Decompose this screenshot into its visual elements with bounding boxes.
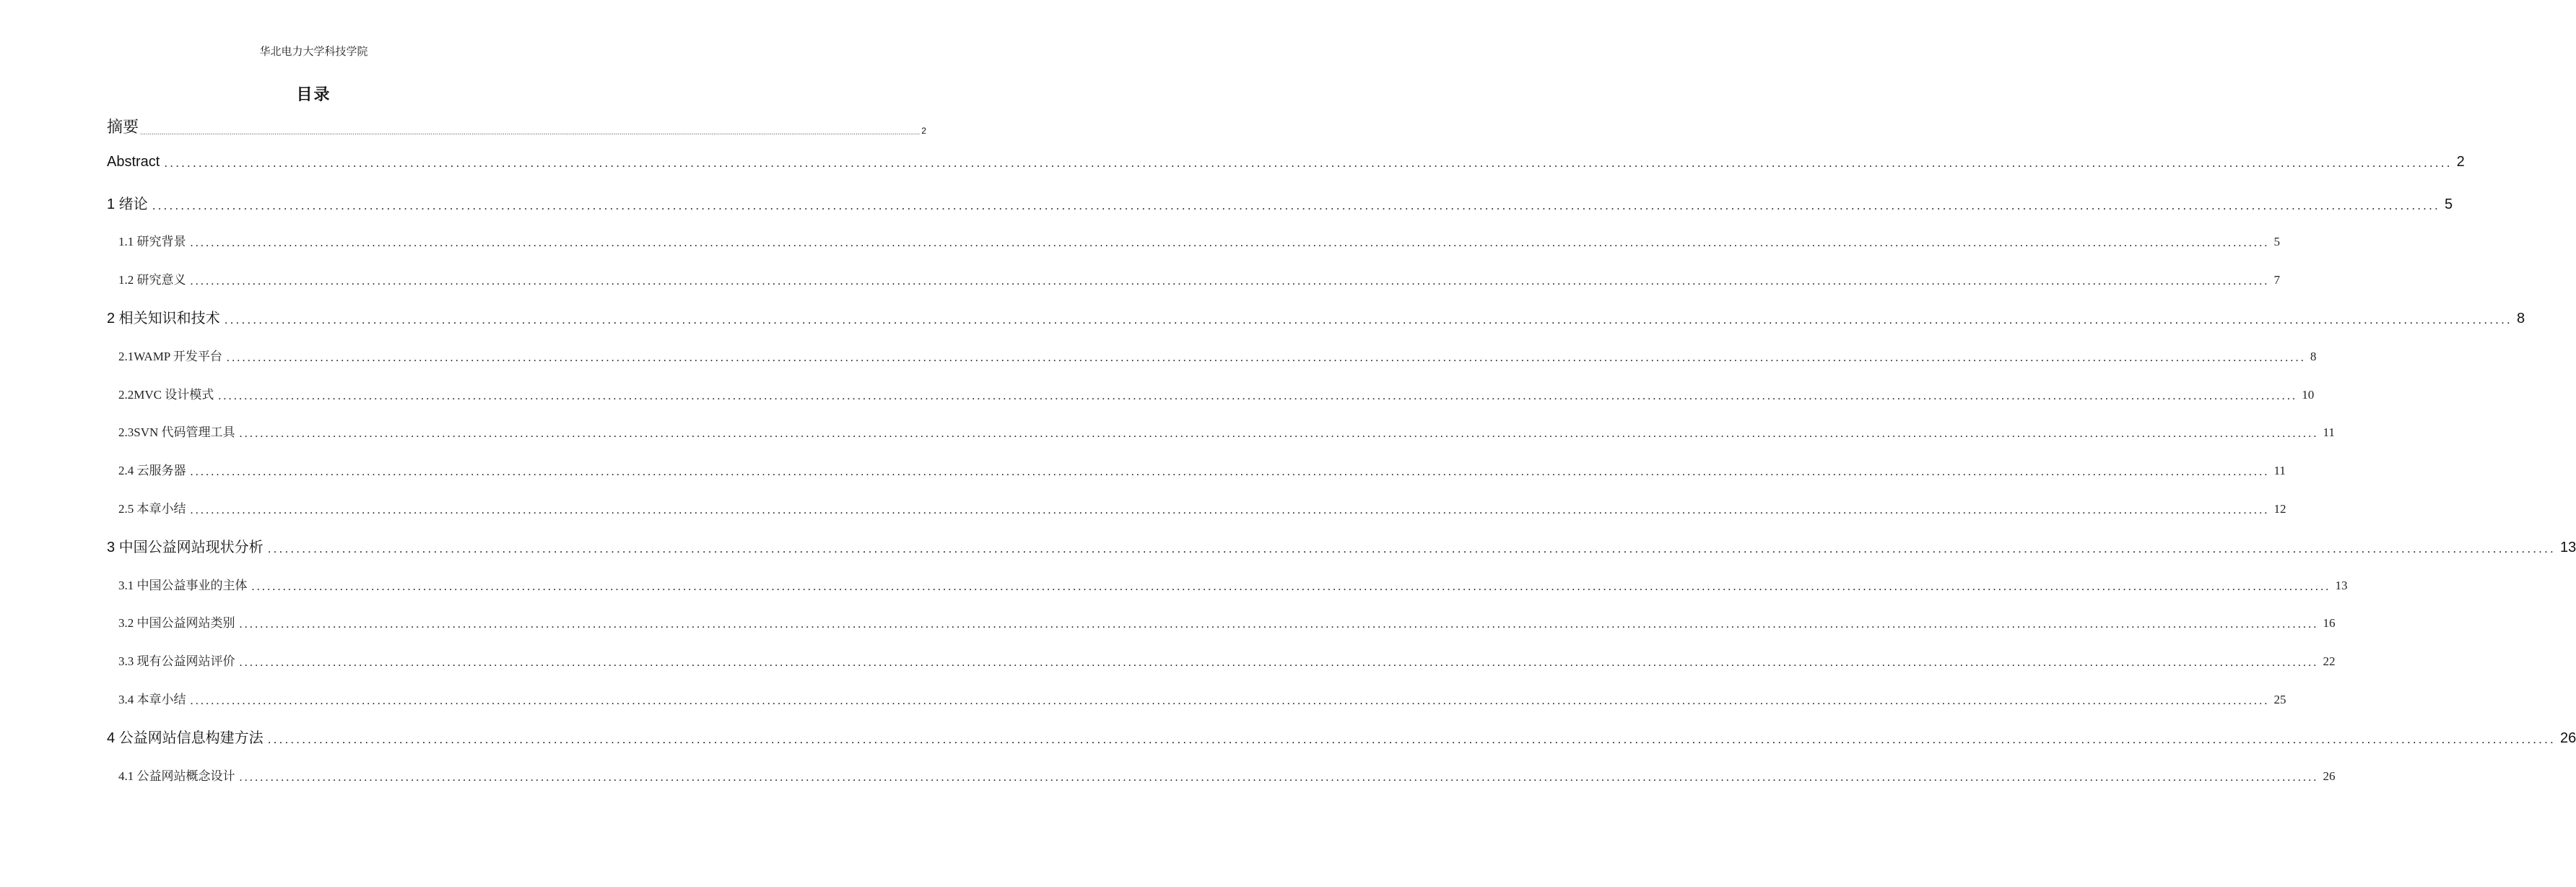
toc-entry-label: 2.1WAMP 开发平台 <box>118 350 222 363</box>
toc-entry-page: 25 <box>2273 693 2286 706</box>
toc-entry-page: 2 <box>921 126 926 136</box>
page-title: 目录 <box>296 85 331 103</box>
toc-entry[interactable] <box>118 460 2286 478</box>
toc-entry-page: 16 <box>2323 616 2336 630</box>
toc-entry-label: 3.1 中国公益事业的主体 <box>118 579 248 592</box>
toc-entry-label: 1 绪论 <box>107 196 148 212</box>
toc-leader-dots: ................................................................................................................................................................................................................................................................................................................................................................................................................ <box>190 695 2270 707</box>
toc-leader-dots: ................................................................................................................................................................................................................................................................................................................................................................................................................ <box>140 129 921 136</box>
toc-entry-label: 1.1 研究背景 <box>118 235 186 248</box>
toc-entry-page: 7 <box>2273 273 2280 287</box>
toc-leader-dots: ................................................................................................................................................................................................................................................................................................................................................................................................................ <box>267 732 2556 746</box>
toc-entry-label: 3 中国公益网站现状分析 <box>107 540 264 555</box>
toc-entry[interactable] <box>107 306 2525 327</box>
toc-leader-dots: ................................................................................................................................................................................................................................................................................................................................................................................................................ <box>190 504 2270 516</box>
toc-leader-dots: ................................................................................................................................................................................................................................................................................................................................................................................................................ <box>239 428 2319 440</box>
toc-entry-page: 22 <box>2323 654 2336 668</box>
toc-entry-page: 11 <box>2323 425 2335 439</box>
toc-entry-label: 摘要 <box>107 118 139 136</box>
toc-entry-label: Abstract <box>107 154 160 170</box>
toc-entry[interactable] <box>118 689 2286 707</box>
toc-entry[interactable] <box>118 766 2336 784</box>
toc-leader-dots: ................................................................................................................................................................................................................................................................................................................................................................................................................ <box>164 156 2453 170</box>
toc-entry-page: 8 <box>2516 311 2525 326</box>
toc-leader-dots: ................................................................................................................................................................................................................................................................................................................................................................................................................ <box>224 313 2512 326</box>
toc-entry[interactable] <box>107 726 2576 747</box>
toc-entry[interactable] <box>107 535 2576 556</box>
toc-entry-label: 2.5 本章小结 <box>118 502 186 516</box>
toc-entry-label: 4.1 公益网站概念设计 <box>118 769 235 783</box>
toc-entry[interactable] <box>118 613 2336 631</box>
toc-entry-page: 8 <box>2310 350 2317 363</box>
toc-entry[interactable] <box>118 346 2317 364</box>
toc-entry[interactable] <box>118 422 2335 440</box>
toc-entry-page: 12 <box>2273 502 2286 516</box>
toc-entry-label: 3.4 本章小结 <box>118 693 186 706</box>
toc-entry[interactable] <box>107 154 2465 170</box>
toc-entry-label: 1.2 研究意义 <box>118 273 186 287</box>
toc-leader-dots: ................................................................................................................................................................................................................................................................................................................................................................................................................ <box>251 581 2331 593</box>
page-header: 华北电力大学科技学院 <box>259 46 368 58</box>
toc-entry-label: 3.3 现有公益网站评价 <box>118 654 235 668</box>
toc-leader-dots: ................................................................................................................................................................................................................................................................................................................................................................................................................ <box>152 199 2440 212</box>
toc-leader-dots: ................................................................................................................................................................................................................................................................................................................................................................................................................ <box>190 237 2270 249</box>
toc-entry[interactable] <box>118 384 2315 402</box>
toc-entry-label: 3.2 中国公益网站类别 <box>118 616 235 630</box>
toc-entry[interactable] <box>118 575 2348 593</box>
toc-leader-dots: ................................................................................................................................................................................................................................................................................................................................................................................................................ <box>190 275 2270 287</box>
toc-entry-label: 2.2MVC 设计模式 <box>118 388 214 402</box>
toc-entry-page: 26 <box>2559 730 2576 746</box>
toc-leader-dots: ................................................................................................................................................................................................................................................................................................................................................................................................................ <box>239 618 2319 631</box>
toc-entry-page: 13 <box>2335 579 2348 592</box>
toc-entry-label: 2.4 云服务器 <box>118 464 186 477</box>
toc-entry-label: 4 公益网站信息构建方法 <box>107 730 264 746</box>
toc-entry[interactable] <box>107 115 926 137</box>
toc-entry-page: 2 <box>2456 154 2465 170</box>
toc-entry[interactable] <box>118 651 2336 669</box>
toc-entry[interactable] <box>118 498 2286 516</box>
toc-leader-dots: ................................................................................................................................................................................................................................................................................................................................................................................................................ <box>226 352 2306 364</box>
toc-entry-page: 13 <box>2559 540 2576 555</box>
toc-entry[interactable] <box>118 269 2280 287</box>
toc-leader-dots: ................................................................................................................................................................................................................................................................................................................................................................................................................ <box>239 657 2319 669</box>
toc-entry-page: 5 <box>2444 196 2453 212</box>
toc-entry-page: 10 <box>2302 388 2315 402</box>
toc-entry-page: 26 <box>2323 769 2336 783</box>
toc-leader-dots: ................................................................................................................................................................................................................................................................................................................................................................................................................ <box>218 390 2298 402</box>
toc-entry-page: 5 <box>2273 235 2280 248</box>
toc-entry-page: 11 <box>2273 464 2286 477</box>
toc-entry[interactable] <box>118 231 2280 249</box>
toc-leader-dots: ................................................................................................................................................................................................................................................................................................................................................................................................................ <box>267 542 2556 555</box>
toc-entry[interactable] <box>107 192 2453 213</box>
toc-entry-label: 2 相关知识和技术 <box>107 311 220 326</box>
toc-leader-dots: ................................................................................................................................................................................................................................................................................................................................................................................................................ <box>239 771 2319 784</box>
toc-leader-dots: ................................................................................................................................................................................................................................................................................................................................................................................................................ <box>190 466 2270 478</box>
toc-entry-label: 2.3SVN 代码管理工具 <box>118 425 235 439</box>
